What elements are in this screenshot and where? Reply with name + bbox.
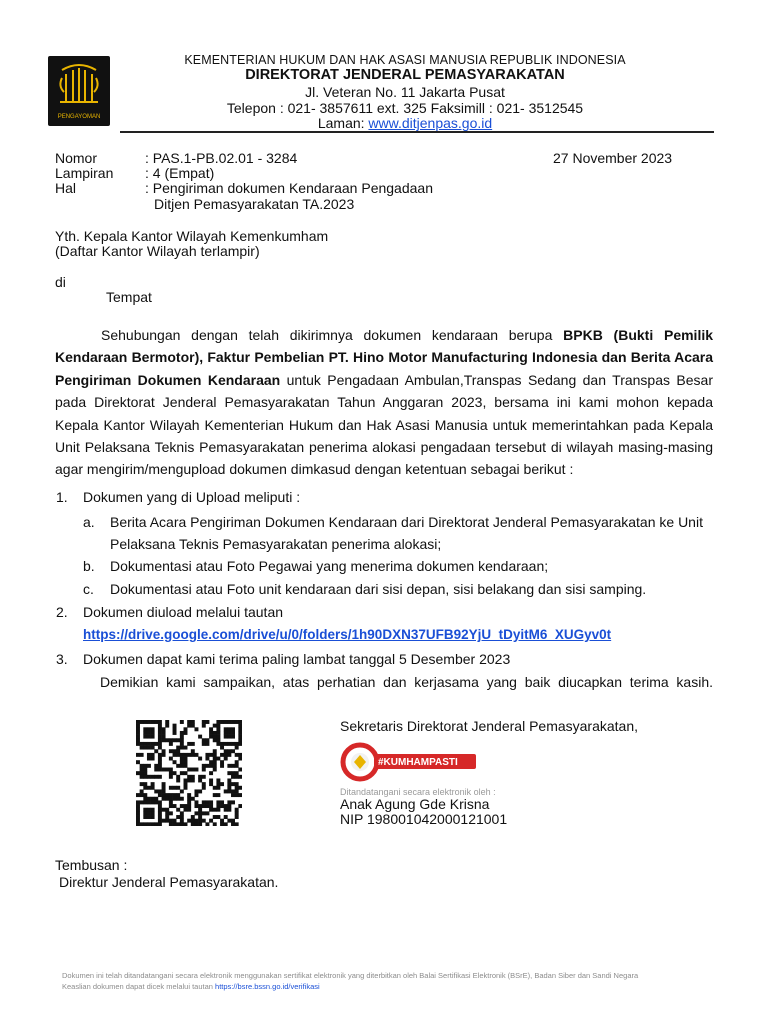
hal-label: Hal bbox=[55, 180, 77, 196]
signed-electronically-note: Ditandatangani secara elektronik oleh : bbox=[340, 787, 496, 797]
hal-value-cont: Ditjen Pemasyarakatan TA.2023 bbox=[154, 196, 355, 212]
list-item-a-line1: Berita Acara Pengiriman Dokumen Kendaraan dari Direktorat Jenderal Pemasyarakatan ke Unit bbox=[110, 514, 703, 530]
footer-note bbox=[62, 970, 722, 992]
footer-line2-text: Keaslian dokumen dapat dicek melalui tautan bbox=[62, 982, 213, 991]
list-number-2: 2. bbox=[56, 604, 68, 620]
footer-line1: Dokumen ini telah ditandatangani secara elektronik menggunakan sertifikat elektronik yang diterbitkan oleh Balai Sertifikasi Elektronik (BSrE), Badan Siber dan Sandi Negara bbox=[62, 971, 639, 980]
footer-line2 bbox=[62, 981, 722, 992]
signatory-title: Sekretaris Direktorat Jenderal Pemasyarakatan, bbox=[340, 718, 639, 734]
body-intro: Sehubungan dengan telah dikirimnya dokumen kendaraan berupa bbox=[101, 327, 553, 343]
svg-text:#KUMHAMPASTI: #KUMHAMPASTI bbox=[378, 757, 458, 768]
nomor-value: : PAS.1-PB.02.01 - 3284 bbox=[145, 150, 298, 166]
body-rest: untuk Pengadaan Ambulan,Transpas Sedang dan Transpas Besar pada Direktorat Jenderal Pemasyarakatan Tahun Anggaran 2023, bersama ini kami mohon kepada Kepala Kantor Wilayah Kementerian Hukum dan Hak Asasi Manusia untuk memerintahkan pada Kepala Unit Pelaksana Teknis Pemasyarakatan penerima alokasi pengadaan tersebut di wilayah masing-masing agar mengirim/mengupload dokumen dimkasud dengan ketentuan sebagai berikut : bbox=[55, 371, 713, 478]
footer-verify-link[interactable]: https://bsre.bssn.go.id/verifikasi bbox=[215, 982, 320, 991]
body-bold-docs: BPKB (Bukti Pemilik Kendaraan Bermotor), Faktur Pembelian PT. Hino Motor Manufacturing Indonesia dan Berita Acara Pengiriman Dokumen Kendaraan bbox=[55, 327, 714, 388]
recipient-line1: Yth. Kepala Kantor Wilayah Kemenkumham bbox=[55, 228, 329, 244]
nomor-label: Nomor bbox=[55, 150, 98, 166]
list-number-1: 1. bbox=[56, 489, 68, 505]
list-letter-b: b. bbox=[83, 558, 95, 574]
tembusan-label: Tembusan : bbox=[55, 857, 128, 873]
website-label: Laman: bbox=[317, 115, 365, 131]
lampiran-value: : 4 (Empat) bbox=[145, 165, 215, 181]
letterhead-address: Jl. Veteran No. 11 Jakarta Pusat bbox=[305, 84, 505, 100]
kumham-stamp-logo bbox=[340, 740, 480, 784]
recipient-di: di bbox=[55, 274, 66, 290]
letter-date: 27 November 2023 bbox=[553, 150, 673, 166]
recipient-line2: (Daftar Kantor Wilayah terlampir) bbox=[55, 243, 260, 259]
letterhead-phone: Telepon : 021- 3857611 ext. 325 Faksimill : 021- 3512545 bbox=[226, 100, 584, 116]
list-letter-a: a. bbox=[83, 514, 95, 530]
body-paragraph bbox=[55, 324, 713, 481]
website-link[interactable]: www.ditjenpas.go.id bbox=[368, 115, 493, 131]
svg-text:PENGAYOMAN: PENGAYOMAN bbox=[57, 114, 101, 120]
ministry-logo bbox=[48, 56, 110, 126]
list-letter-c: c. bbox=[83, 581, 94, 597]
list-item-c: Dokumentasi atau Foto unit kendaraan dari sisi depan, sisi belakang dan sisi samping. bbox=[110, 581, 647, 597]
list-item-a-line2: Pelaksana Teknis Pemasyarakatan penerima alokasi; bbox=[110, 536, 442, 552]
ministry-name: KEMENTERIAN HUKUM DAN HAK ASASI MANUSIA REPUBLIK INDONESIA bbox=[184, 53, 626, 67]
list-item-b: Dokumentasi atau Foto Pegawai yang menerima dokumen kendaraan; bbox=[110, 558, 549, 574]
hal-value: : Pengiriman dokumen Kendaraan Pengadaan bbox=[145, 180, 433, 196]
recipient-tempat: Tempat bbox=[106, 289, 152, 305]
list-item-1: Dokumen yang di Upload meliputi : bbox=[83, 489, 301, 505]
qr-code bbox=[136, 720, 242, 826]
list-number-3: 3. bbox=[56, 651, 68, 667]
closing-text: Demikian kami sampaikan, atas perhatian dan kerjasama yang baik diucapkan terima kasih. bbox=[100, 674, 713, 690]
list-item-2: Dokumen diuload melalui tautan bbox=[83, 604, 284, 620]
signatory-name: Anak Agung Gde Krisna bbox=[340, 796, 490, 812]
tembusan-item: Direktur Jenderal Pemasyarakatan. bbox=[59, 874, 279, 890]
letterhead-divider bbox=[120, 131, 714, 133]
upload-link[interactable]: https://drive.google.com/drive/u/0/folders/1h90DXN37UFB92YjU_tDyitM6_XUGyv0t bbox=[83, 627, 612, 642]
directorate-name: DIREKTORAT JENDERAL PEMASYARAKATAN bbox=[245, 67, 565, 83]
letterhead-website bbox=[140, 115, 670, 131]
list-item-3: Dokumen dapat kami terima paling lambat tanggal 5 Desember 2023 bbox=[83, 651, 511, 667]
signatory-nip: NIP 198001042000121001 bbox=[340, 811, 508, 827]
lampiran-label: Lampiran bbox=[55, 165, 114, 181]
